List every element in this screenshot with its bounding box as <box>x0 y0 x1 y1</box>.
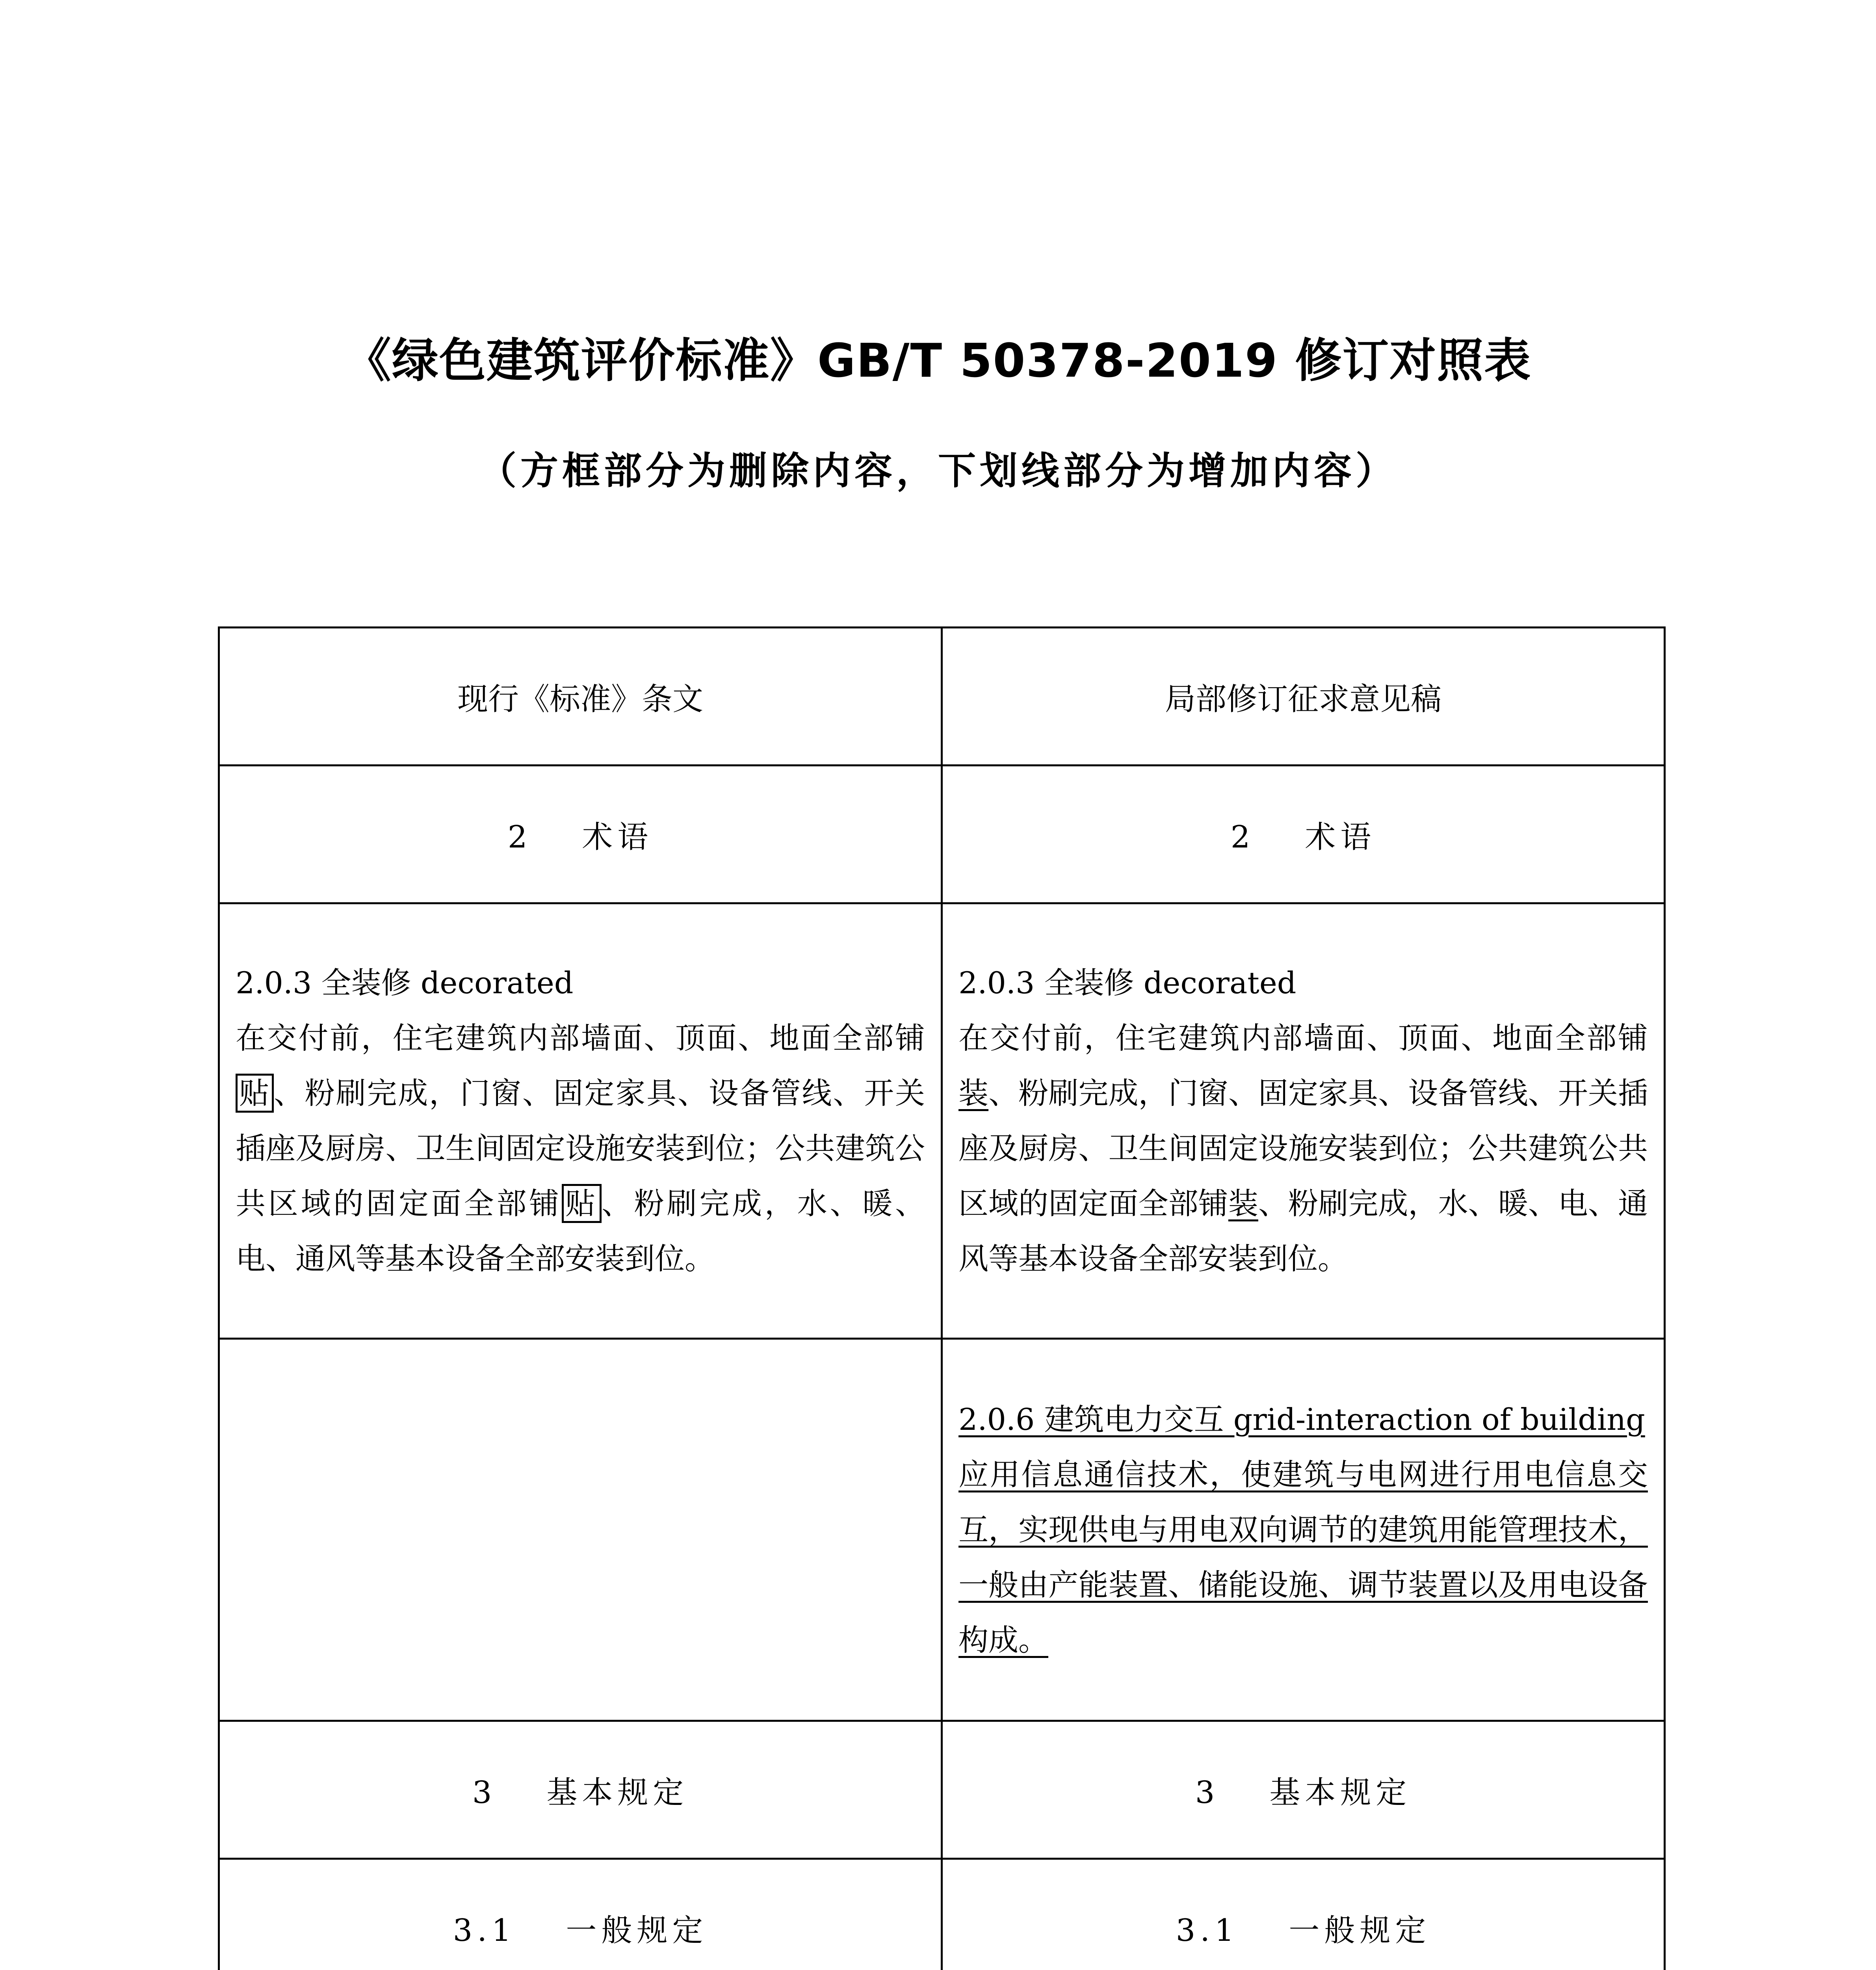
clause-text: 、粉刷完成，门窗、固定家具、设备管线、开关插座及厨房、卫生间固定设施安装到位；公共建筑公共区域的固定面全部铺 <box>236 1076 925 1221</box>
added-clause-text: 应用信息通信技术，使建筑与电网进行用电信息交互，实现供电与用电双向调节的建筑用能管理技术，一般由产能装置、储能设施、调节装置以及用电设备构成。 <box>958 1457 1648 1658</box>
clause-row-2-0-3 <box>219 903 1665 1339</box>
section-row-3 <box>219 1721 1665 1859</box>
added-text: 装 <box>958 1076 989 1111</box>
header-current-standard: 现行《标准》条文 <box>219 628 942 766</box>
comparison-table <box>218 626 1666 1970</box>
section-row-3-1 <box>219 1859 1665 1970</box>
clause-2-0-6-current-empty <box>219 1339 942 1721</box>
section-2-right: 2 术语 <box>942 766 1665 903</box>
table-header-row <box>219 628 1665 766</box>
added-text: 装 <box>1228 1186 1258 1221</box>
section-row-2 <box>219 766 1665 903</box>
clause-text: 、粉刷完成，水、暖、电、通风等基本设备全部安装到位。 <box>236 1186 925 1276</box>
section-2-left: 2 术语 <box>219 766 942 903</box>
page-title: 《绿色建筑评价标准》GB/T 50378-2019 修订对照表 <box>344 333 1532 388</box>
section-3-right: 3 基本规定 <box>942 1721 1665 1859</box>
clause-2-0-3-revised <box>942 903 1665 1339</box>
section-3-left: 3 基本规定 <box>219 1721 942 1859</box>
header-revision-draft: 局部修订征求意见稿 <box>942 628 1665 766</box>
clause-2-0-6-revised <box>942 1339 1665 1721</box>
added-clause-heading: 2.0.6 建筑电力交互 grid-interaction of building <box>958 1401 1645 1437</box>
deleted-text: 贴 <box>236 1074 274 1113</box>
clause-text: 、粉刷完成，门窗、固定家具、设备管线、开关插座及厨房、卫生间固定设施安装到位；公共建筑公共区域的固定面全部铺 <box>958 1076 1648 1221</box>
clause-text: 在交付前，住宅建筑内部墙面、顶面、地面全部铺 <box>958 1020 1648 1056</box>
clause-text: 、粉刷完成，水、暖、电、通风等基本设备全部安装到位。 <box>958 1186 1648 1276</box>
deleted-text: 贴 <box>562 1184 602 1223</box>
clause-row-2-0-6 <box>219 1339 1665 1721</box>
clause-heading: 2.0.3 全装修 decorated <box>958 965 1296 1000</box>
clause-2-0-3-current <box>219 903 942 1339</box>
clause-heading: 2.0.3 全装修 decorated <box>236 965 574 1000</box>
section-3-1-left: 3.1 一般规定 <box>219 1859 942 1970</box>
section-3-1-right: 3.1 一般规定 <box>942 1859 1665 1970</box>
clause-text: 在交付前，住宅建筑内部墙面、顶面、地面全部铺 <box>236 1020 925 1056</box>
page-subtitle: （方框部分为删除内容，下划线部分为增加内容） <box>479 449 1397 493</box>
